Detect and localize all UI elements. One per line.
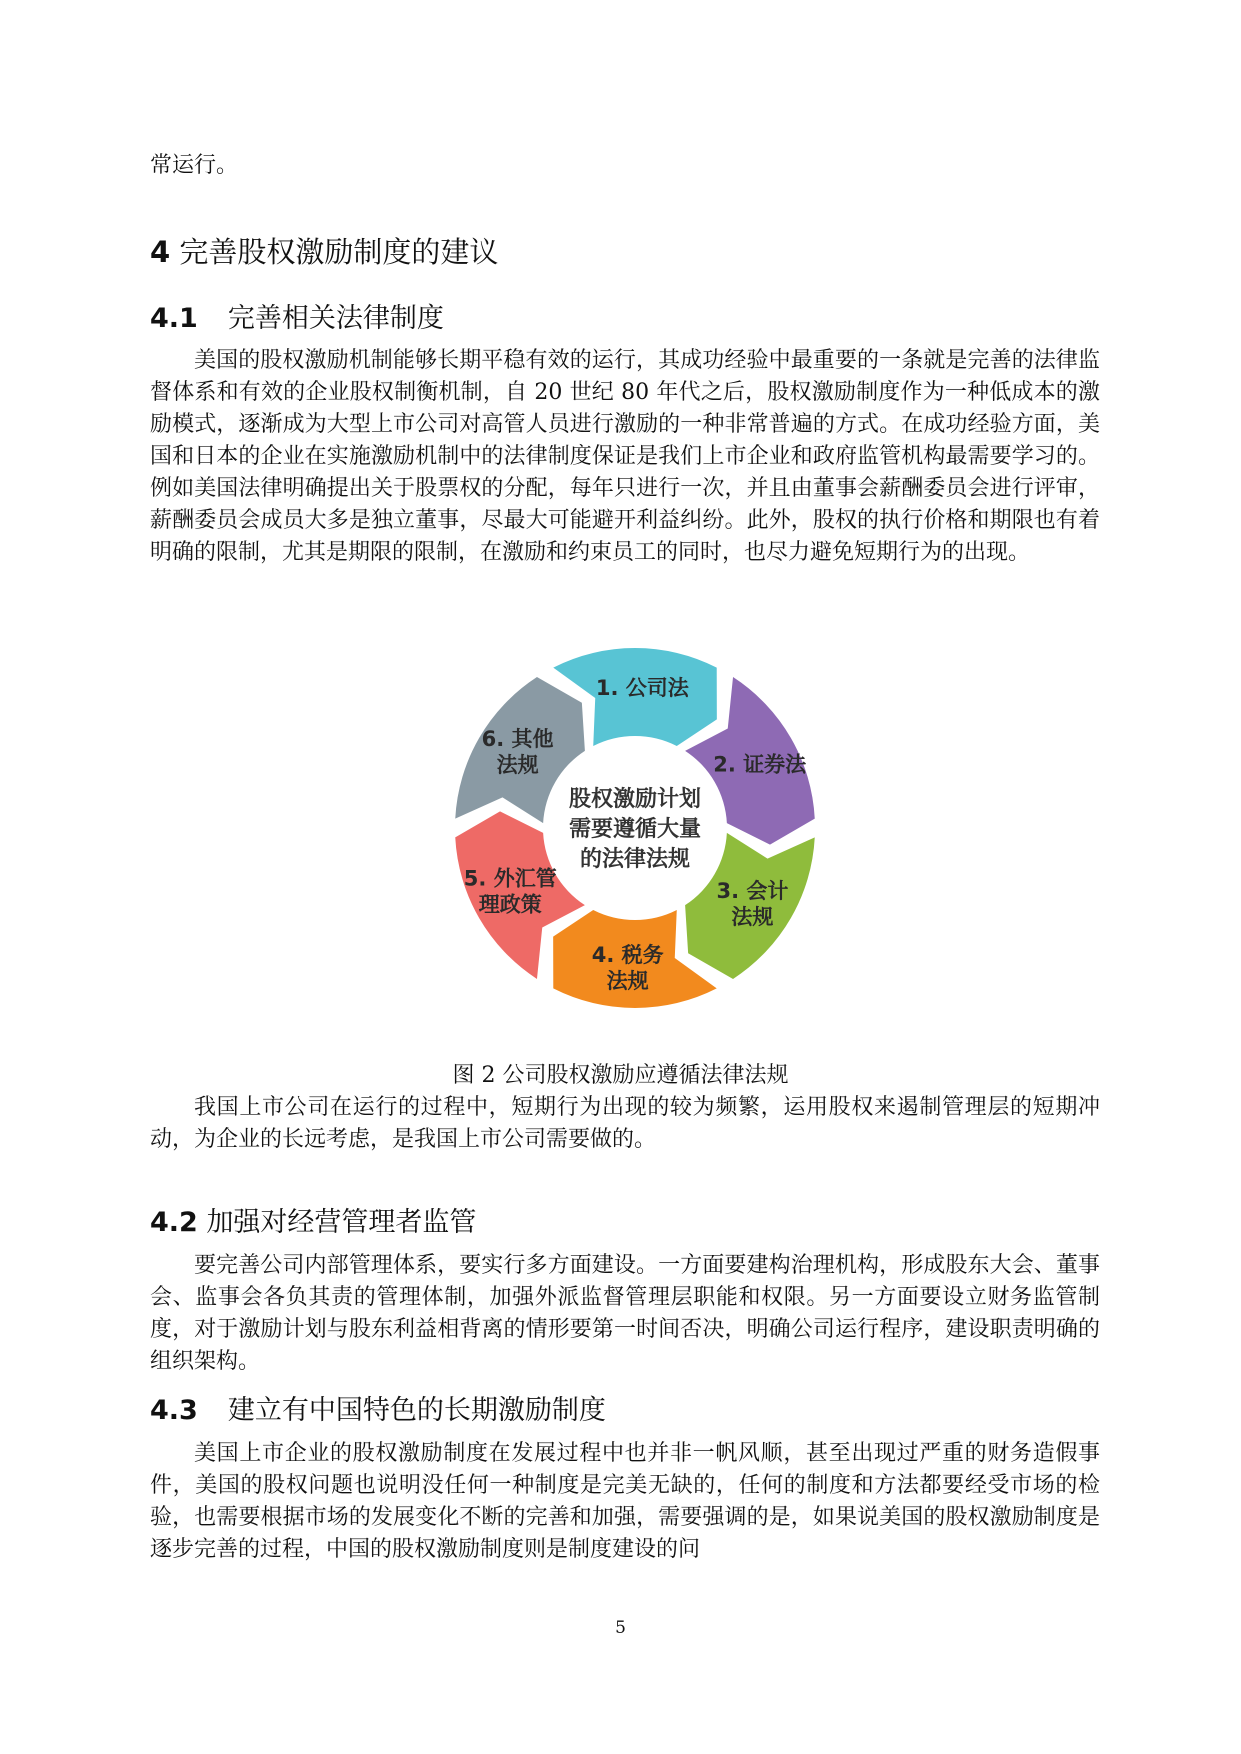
cycle-segment-label-1: 1. 公司法	[595, 676, 689, 701]
intro-tail-text: 常运行。	[150, 153, 239, 178]
page-number: 5	[615, 1618, 626, 1638]
figure-caption: 图 2 公司股权激励应遵循法律法规	[452, 1063, 789, 1088]
section-4-2-paragraph: 要完善公司内部管理体系，要实行多方面建设。一方面要建构治理机构，形成股东大会、董事会、监事会各负其责的管理体制，加强外派监督管理层职能和权限。另一方面要设立财务监管制度，对于激励计划与股东利益相背离的情形要第一时间否决，明确公司运行程序，建设职责明确的组织架构。	[150, 1253, 1100, 1374]
cycle-segment-label-6: 6. 其他法规	[481, 726, 554, 777]
section-4-3-title: 建立有中国特色的长期激励制度	[227, 1395, 606, 1426]
section-4-1-heading	[150, 296, 444, 335]
section-4-2-heading	[150, 1200, 476, 1239]
section-4-heading	[150, 230, 498, 271]
legal-framework-cycle-diagram	[425, 628, 845, 1028]
section-4-3-heading	[150, 1388, 606, 1427]
section-4-1-title: 完善相关法律制度	[227, 303, 444, 334]
section-4-title: 完善股权激励制度的建议	[179, 235, 499, 269]
section-4-3-number: 4.3	[150, 1395, 198, 1426]
section-4-1-paragraph: 美国的股权激励机制能够长期平稳有效的运行，其成功经验中最重要的一条就是完善的法律监督体系和有效的企业股权制衡机制，自 20 世纪 80 年代之后，股权激励制度作为一种低成本的激励模式，逐渐成为大型上市公司对高管人员进行激励的一种非常普遍的方式。在成功经验方面，美国和日本的企业在实施激励机制中的法律制度保证是我们上市企业和政府监管机构最需要学习的。例如美国法律明确提出关于股票权的分配，每年只进行一次，并且由董事会薪酬委员会进行评审，薪酬委员会成员大多是独立董事，尽最大可能避开利益纠纷。此外，股权的执行价格和期限也有着明确的限制，尤其是期限的限制，在激励和约束员工的同时，也尽力避免短期行为的出现。	[150, 348, 1100, 565]
cycle-segment-label-5: 5. 外汇管理政策	[463, 866, 557, 917]
section-4-2-title: 加强对经营管理者监管	[206, 1207, 477, 1238]
section-4-2-number: 4.2	[150, 1207, 198, 1238]
section-4-3-paragraph: 美国上市企业的股权激励制度在发展过程中也并非一帆风顺，甚至出现过严重的财务造假事件，美国的股权问题也说明没任何一种制度是完美无缺的，任何的制度和方法都要经受市场的检验，也需要根据市场的发展变化不断的完善和加强，需要强调的是，如果说美国的股权激励制度是逐步完善的过程，中国的股权激励制度则是制度建设的问	[150, 1441, 1100, 1562]
cycle-segment-label-4: 4. 税务法规	[591, 942, 664, 993]
section-4-1-number: 4.1	[150, 303, 198, 334]
cycle-segment-label-3: 3. 会计法规	[716, 879, 789, 930]
after-figure-paragraph: 我国上市公司在运行的过程中，短期行为出现的较为频繁，运用股权来遏制管理层的短期冲动，为企业的长远考虑，是我国上市公司需要做的。	[150, 1095, 1100, 1152]
cycle-segment-label-2: 2. 证券法	[713, 752, 807, 777]
section-4-number: 4	[150, 235, 171, 269]
cycle-center-label: 股权激励计划需要遵循大量的法律法规	[568, 787, 702, 872]
